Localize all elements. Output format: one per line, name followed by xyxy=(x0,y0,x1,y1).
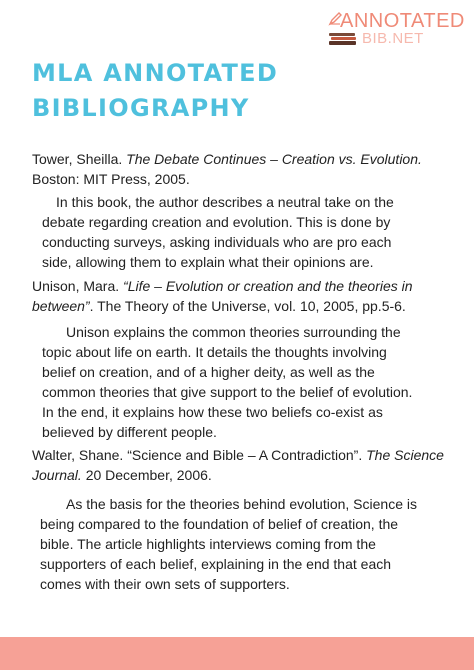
citation-text: Unison, Mara. xyxy=(32,278,124,294)
annotation-line: comes with their own sets of supporters. xyxy=(40,576,290,592)
page-title-line-1: MLA ANNOTATED xyxy=(32,59,279,87)
citation-title: Journal. xyxy=(32,467,82,483)
annotation-line: conducting surveys, asking individuals who are pro each xyxy=(42,234,392,250)
citation-walter xyxy=(32,445,444,485)
annotation-tower xyxy=(42,192,394,272)
page-title xyxy=(32,56,278,126)
annotation-line: topic about life on earth. It details the thoughts involving xyxy=(42,344,387,360)
citation-title: The Debate Continues – Creation vs. Evolution. xyxy=(126,151,422,167)
annotation-line: In this book, the author describes a neutral take on the xyxy=(56,194,394,210)
citation-unison xyxy=(32,276,413,316)
annotation-line: belief on creation, and of a higher deity, as well as the xyxy=(42,364,375,380)
annotation-walter xyxy=(40,494,417,594)
annotation-line: supporters of each belief, explaining in the end that each xyxy=(40,556,392,572)
annotation-line: debate regarding creation and evolution. This is done by xyxy=(42,214,391,230)
annotatedbib-logo xyxy=(328,10,468,46)
annotation-line: side, allowing them to explain what their opinions are. xyxy=(42,254,374,270)
footer-bar xyxy=(0,637,474,670)
citation-title: “Life – Evolution or creation and the theories in xyxy=(123,278,413,294)
page-title-line-2: BIBLIOGRAPHY xyxy=(32,94,250,122)
citation-text: Tower, Sheilla. xyxy=(32,151,127,167)
citation-text: Boston: MIT Press, 2005. xyxy=(32,171,190,187)
annotation-line: As the basis for the theories behind evolution, Science is xyxy=(66,496,417,512)
citation-title: between” xyxy=(32,298,90,314)
annotation-line: being compared to the foundation of belief of creation, the xyxy=(40,516,399,532)
annotation-line: Unison explains the common theories surrounding the xyxy=(66,324,401,340)
logo-text-annotated: ANNOTATED xyxy=(340,10,465,32)
citation-text: Walter, Shane. “Science and Bible – A Contradiction”. xyxy=(32,447,367,463)
citation-text: 20 December, 2006. xyxy=(81,467,212,483)
annotation-line: In the end, it explains how these two beliefs co-exist as xyxy=(42,404,383,420)
citation-tower xyxy=(32,149,422,189)
annotation-line: common theories that give support to the belief of evolution. xyxy=(42,384,413,400)
books-icon xyxy=(328,32,358,46)
annotation-unison xyxy=(42,322,412,442)
annotation-line: bible. The article highlights interviews coming from the xyxy=(40,536,376,552)
logo-text-bibnet: BIB.NET xyxy=(362,30,424,47)
annotation-line: believed by different people. xyxy=(42,424,217,440)
citation-text: . The Theory of the Universe, vol. 10, 2005, pp.5-6. xyxy=(89,298,406,314)
citation-title: The Science xyxy=(366,447,444,463)
